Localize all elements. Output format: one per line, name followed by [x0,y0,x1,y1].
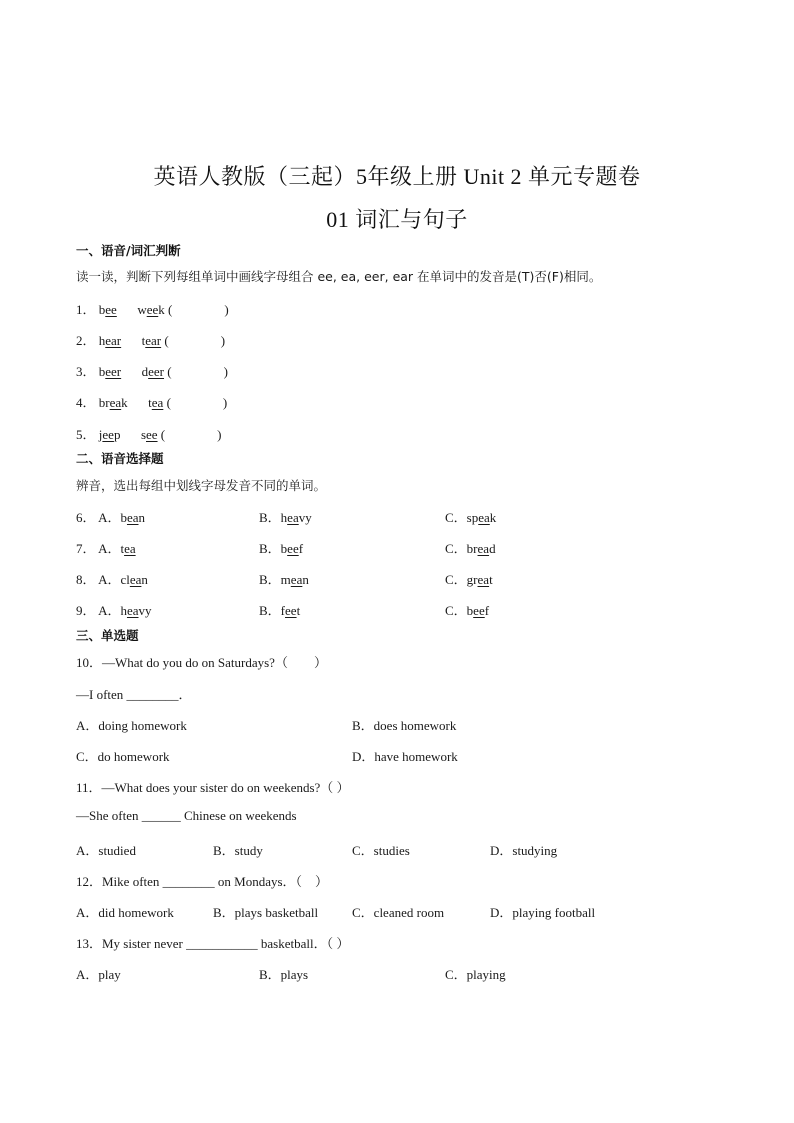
option-b[interactable]: B．feet [259,603,301,618]
question-number: 4． [76,395,96,410]
question-7 [76,538,716,557]
word-1: hear [98,333,122,348]
question-12-option-c[interactable]: C．cleaned room [352,905,445,920]
question-13-stem: 13．My sister never ___________ basketball．（ ） [76,936,350,951]
option-a[interactable]: A．tea [98,541,136,556]
answer-blank[interactable]: ( ) [164,333,226,348]
answer-blank[interactable]: ( ) [168,302,229,317]
question-number: 6． [76,510,96,525]
question-number: 8． [76,572,96,587]
question-number: 3． [76,364,96,379]
word-1: jeep [98,427,121,442]
answer-blank[interactable]: ( ) [160,427,222,442]
question-10-stem: 10．—What do you do on Saturdays?（ ） [76,655,327,670]
section-1-instruction: 读一读，判断下列每组单词中画线字母组合 ee, ea, eer, ear 在单词中的发音是(T)否(F)相同。 [76,269,602,284]
option-c[interactable]: C．bread [445,541,496,556]
question-12-stem: 12．Mike often ________ on Mondays．（ ） [76,874,329,889]
page-subtitle: 01 词汇与句子 [326,207,468,232]
question-13-option-a[interactable]: A．play [76,967,121,982]
question-4 [76,392,227,411]
question-10-option-d[interactable]: D．have homework [352,749,458,764]
page-title: 英语人教版（三起）5年级上册 Unit 2 单元专题卷 [153,164,641,189]
word-2: see [140,427,158,442]
question-11-option-d[interactable]: D．studying [490,843,558,858]
question-number: 7． [76,541,96,556]
question-number: 2． [76,333,96,348]
question-5 [76,424,221,443]
question-10-answer-line: —I often ________． [76,687,192,702]
question-1 [76,299,229,318]
question-12-option-a[interactable]: A．did homework [76,905,174,920]
question-number: 1． [76,302,96,317]
answer-blank[interactable]: ( ) [167,364,228,379]
question-10-option-c[interactable]: C．do homework [76,749,170,764]
word-2: deer [141,364,165,379]
question-9 [76,600,716,619]
answer-blank[interactable]: ( ) [166,395,228,410]
question-12-option-b[interactable]: B．plays basketball [213,905,319,920]
question-11-option-b[interactable]: B．study [213,843,263,858]
word-1: beer [98,364,122,379]
option-a[interactable]: A．bean [98,510,145,525]
option-a[interactable]: A．heavy [98,603,152,618]
question-2 [76,330,225,349]
option-b[interactable]: B．beef [259,541,304,556]
word-1: break [98,395,128,410]
section-heading-3: 三、单选题 [76,628,139,643]
question-number: 9． [76,603,96,618]
question-12-option-d[interactable]: D．playing football [490,905,596,920]
option-b[interactable]: B．heavy [259,510,312,525]
section-heading-2: 二、语音选择题 [76,451,164,466]
question-3 [76,361,228,380]
question-8 [76,569,716,588]
question-13-option-c[interactable]: C．playing [445,967,506,982]
question-10-option-a[interactable]: A．doing homework [76,718,187,733]
question-13-option-b[interactable]: B．plays [259,967,309,982]
question-11-option-a[interactable]: A．studied [76,843,136,858]
option-c[interactable]: C．great [445,572,493,587]
question-6 [76,507,716,526]
question-number: 5． [76,427,96,442]
option-a[interactable]: A．clean [98,572,148,587]
word-2: tea [148,395,164,410]
section-2-instruction: 辨音，选出每组中划线字母发音不同的单词。 [76,478,327,493]
question-11-answer-line: —She often ______ Chinese on weekends [76,808,297,823]
question-10-option-b[interactable]: B．does homework [352,718,457,733]
word-2: tear [141,333,162,348]
word-1: bee [98,302,117,317]
option-b[interactable]: B．mean [259,572,309,587]
option-c[interactable]: C．speak [445,510,497,525]
question-11-stem: 11．—What does your sister do on weekends?（ ） [76,780,350,795]
question-11-option-c[interactable]: C．studies [352,843,410,858]
section-heading-1: 一、语音/词汇判断 [76,243,181,258]
word-2: week [137,302,165,317]
option-c[interactable]: C．beef [445,603,490,618]
